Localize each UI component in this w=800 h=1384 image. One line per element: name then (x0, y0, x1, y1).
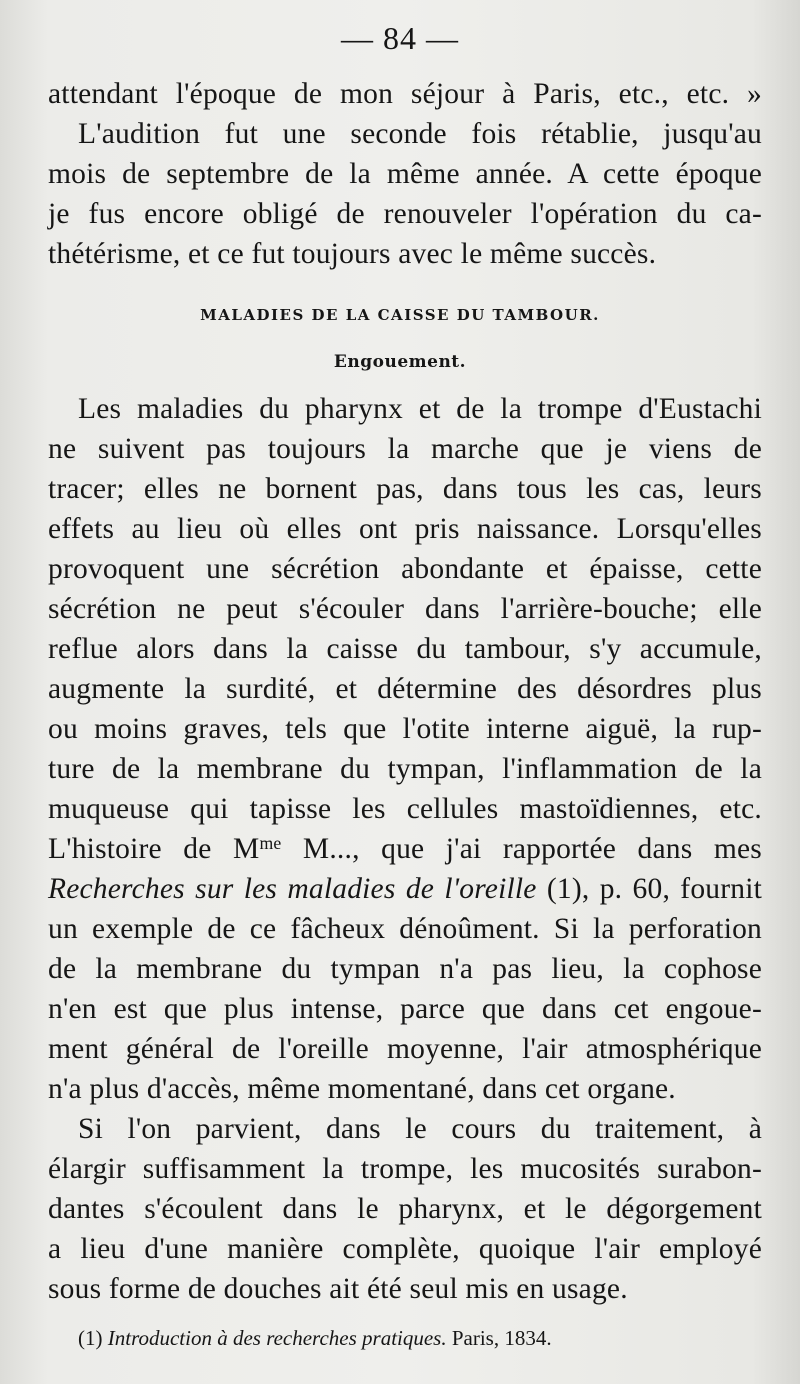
book-title-italic: Recherches sur les maladies de l'oreille (48, 873, 537, 905)
superscript: me (259, 833, 282, 853)
text-line: n'en est que plus intense, parce que dans cet engoue- (48, 993, 762, 1025)
text-line: je fus encore obligé de renouveler l'opération du ca- (48, 198, 762, 230)
text-line: augmente la surdité, et détermine des désordres plus (48, 673, 762, 705)
text-line: sécrétion ne peut s'écouler dans l'arrière-bouche; elle (48, 593, 762, 625)
text-line: attendant l'époque de mon séjour à Paris, etc., etc. » (48, 78, 762, 110)
text-line: tracer; elles ne bornent pas, dans tous les cas, leurs (48, 473, 762, 505)
text-line: ture de la membrane du tympan, l'inflammation de la (48, 753, 762, 785)
text-line: un exemple de ce fâcheux dénoûment. Si la perforation (48, 913, 762, 945)
footnote-title-italic: Introduction à des recherches pratiques. (107, 1326, 447, 1350)
text-line: mois de septembre de la même année. A cette époque (48, 158, 762, 190)
text-line: n'a plus d'accès, même momentané, dans cet organe. (48, 1073, 676, 1105)
text-line: Les maladies du pharynx et de la trompe d'Eustachi (78, 393, 762, 425)
text-line: ment général de l'oreille moyenne, l'air atmosphérique (48, 1033, 762, 1065)
footnote (78, 1326, 778, 1351)
text-segment: M..., que j'ai rapportée dans mes (281, 833, 762, 865)
text-line: effets au lieu où elles ont pris naissance. Lorsqu'elles (48, 513, 762, 545)
text-segment: L'histoire de M (48, 833, 260, 865)
text-line-with-superscript (48, 833, 762, 866)
section-subheading: Engouement. (333, 352, 467, 372)
text-line-with-citation (48, 873, 762, 906)
section-heading: MALADIES DE LA CAISSE DU TAMBOUR. (200, 306, 600, 324)
text-line: thétérisme, et ce fut toujours avec le même succès. (48, 238, 657, 270)
text-line: provoquent une sécrétion abondante et épaisse, cette (48, 553, 762, 585)
text-line: élargir suffisamment la trompe, les mucosités surabon- (48, 1153, 762, 1185)
text-line: a lieu d'une manière complète, quoique l'air employé (48, 1233, 762, 1265)
text-line: ne suivent pas toujours la marche que je viens de (48, 433, 762, 465)
text-line: L'audition fut une seconde fois rétablie, jusqu'au (78, 118, 762, 150)
text-line: reflue alors dans la caisse du tambour, s'y accumule, (48, 633, 762, 665)
text-line: dantes s'écoulent dans le pharynx, et le dégorgement (48, 1193, 762, 1225)
text-line: de la membrane du tympan n'a pas lieu, la cophose (48, 953, 762, 985)
text-line: sous forme de douches ait été seul mis en usage. (48, 1273, 628, 1305)
footnote-text: Paris, 1834. (446, 1326, 552, 1350)
text-line: ou moins graves, tels que l'otite interne aiguë, la rup- (48, 713, 762, 745)
text-line: Si l'on parvient, dans le cours du traitement, à (78, 1113, 762, 1145)
footnote-marker: (1) (78, 1326, 103, 1350)
page-number: — 84 — (341, 20, 459, 56)
text-segment: (1), p. 60, fournit (536, 873, 763, 905)
text-line: muqueuse qui tapisse les cellules mastoïdiennes, etc. (48, 793, 762, 825)
